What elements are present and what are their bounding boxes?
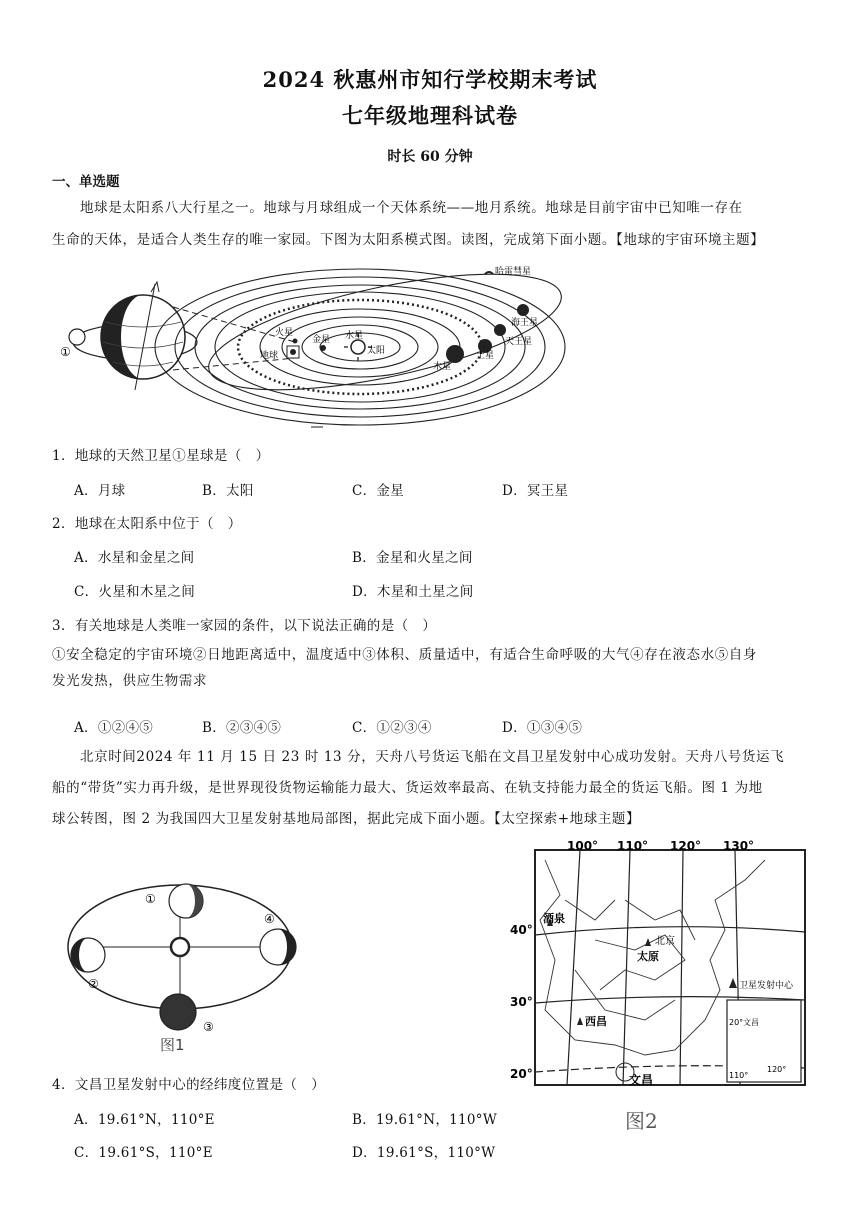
legend-launch-center: 卫星发射中心 xyxy=(739,981,794,991)
city-beijing: 北京 xyxy=(655,936,675,947)
question-1-stem: 1．地球的天然卫星①星球是（ ） xyxy=(52,448,270,464)
q3-statements-line1: ①安全稳定的宇宙环境②日地距离适中，温度适中③体积、质量适中，有适合生命呼吸的大气④存在液态水⑤自身 xyxy=(52,647,757,663)
city-jiuquan: 酒泉 xyxy=(543,912,565,925)
question-3-stem: 3．有关地球是人类唯一家园的条件，以下说法正确的是（ ） xyxy=(52,618,437,634)
inset-wenchang: 文昌 xyxy=(743,1018,759,1027)
lat-label-30: 30° xyxy=(510,995,533,1009)
figure-1-earth-revolution xyxy=(60,855,320,1055)
fig1-marker-1: ① xyxy=(145,892,156,906)
venus-label: 金星 xyxy=(312,335,331,345)
earth-position-3 xyxy=(160,994,196,1030)
city-wenchang: 文昌 xyxy=(629,1073,654,1087)
lon-label-100: 100° xyxy=(567,840,599,853)
solar-system-figure xyxy=(55,262,575,432)
intro-paragraph-line2: 生命的天体，是适合人类生存的唯一家园。下图为太阳系模式图。读图，完成第下面小题。【地球的宇宙环境主题】 xyxy=(52,232,765,248)
q4-option-c[interactable]: C．19.61°S，110°E xyxy=(74,1145,213,1161)
jupiter-label: 木星 xyxy=(433,362,452,372)
passage2-line3: 球公转图，图 2 为我国四大卫星发射基地局部图，据此完成下面小题。【太空探索+地球主题】 xyxy=(52,811,641,827)
earth-label: 地球 xyxy=(260,351,279,361)
city-xichang: 西昌 xyxy=(585,1015,607,1028)
q2-option-c[interactable]: C．火星和木星之间 xyxy=(74,584,196,600)
q4-option-b[interactable]: B．19.61°N，110°W xyxy=(352,1112,498,1128)
q3-option-c[interactable]: C．①②③④ xyxy=(352,720,432,736)
sun-icon xyxy=(171,938,189,956)
fig1-marker-2: ② xyxy=(88,977,99,991)
mercury-label: 水星 xyxy=(345,331,364,341)
q1-option-b[interactable]: B．太阳 xyxy=(202,483,254,499)
q3-statements-line2: 发光发热，供应生物需求 xyxy=(52,673,208,689)
fig1-marker-3: ③ xyxy=(203,1020,214,1034)
fig1-caption: 图1 xyxy=(160,1036,185,1054)
q2-option-d[interactable]: D．木星和土星之间 xyxy=(352,584,474,600)
lon-label-130: 130° xyxy=(723,840,755,853)
comet-label: 哈雷彗星 xyxy=(495,267,532,277)
neptune-label: 海王星 xyxy=(511,318,539,328)
uranus-label: 天王星 xyxy=(505,337,533,347)
inset-lat-20: 20° xyxy=(729,1018,744,1027)
q3-option-d[interactable]: D．①③④⑤ xyxy=(502,720,583,736)
q2-option-a[interactable]: A．水星和金星之间 xyxy=(74,550,195,566)
passage2-line2: 船的“带货”实力再升级，是世界现役货物运输能力最大、货运效率最高、在轨支持能力最全的货运飞船。图 1 为地 xyxy=(52,780,763,796)
lat-label-20: 20° xyxy=(510,1067,533,1081)
exam-subtitle: 七年级地理科试卷 xyxy=(342,103,518,128)
sun-icon xyxy=(351,340,365,354)
section-heading: 一、单选题 xyxy=(52,174,120,190)
fig1-marker-4: ④ xyxy=(264,912,275,926)
figure-2-map xyxy=(505,840,810,1090)
exam-title: 2024 秋惠州市知行学校期末考试 xyxy=(262,67,598,92)
lat-label-40: 40° xyxy=(510,923,533,937)
mars-label: 火星 xyxy=(275,328,294,338)
q1-option-d[interactable]: D．冥王星 xyxy=(502,483,569,499)
q2-option-b[interactable]: B．金星和火星之间 xyxy=(352,550,473,566)
fig2-caption: 图2 xyxy=(625,1109,658,1133)
question-4-stem: 4．文昌卫星发射中心的经纬度位置是（ ） xyxy=(52,1077,326,1093)
saturn-label: 土星 xyxy=(476,351,495,361)
sun-label: 太阳 xyxy=(367,346,386,356)
intro-paragraph-line1: 地球是太阳系八大行星之一。地球与月球组成一个天体系统——地月系统。地球是目前宇宙中已知唯一存在 xyxy=(80,200,743,216)
q3-option-b[interactable]: B．②③④⑤ xyxy=(202,720,282,736)
inset-lon-120: 120° xyxy=(767,1065,787,1074)
q4-option-d[interactable]: D．19.61°S，110°W xyxy=(352,1145,496,1161)
city-taiyuan: 太原 xyxy=(637,950,659,963)
lon-label-120: 120° xyxy=(670,840,702,853)
moon-marker-label: ① xyxy=(60,345,71,359)
question-2-stem: 2．地球在太阳系中位于（ ） xyxy=(52,516,242,532)
q4-option-a[interactable]: A．19.61°N，110°E xyxy=(74,1112,215,1128)
inset-lon-110: 110° xyxy=(729,1071,749,1080)
passage2-line1: 北京时间2024 年 11 月 15 日 23 时 13 分，天舟八号货运飞船在文昌卫星发射中心成功发射。天舟八号货运飞 xyxy=(80,749,785,765)
south-sea-inset xyxy=(727,1000,801,1082)
lon-label-110: 110° xyxy=(617,840,649,853)
q1-option-c[interactable]: C．金星 xyxy=(352,483,405,499)
q3-option-a[interactable]: A．①②④⑤ xyxy=(74,720,154,736)
moon-icon xyxy=(69,329,85,345)
exam-duration: 时长 60 分钟 xyxy=(387,149,473,165)
q1-option-a[interactable]: A．月球 xyxy=(74,483,126,499)
